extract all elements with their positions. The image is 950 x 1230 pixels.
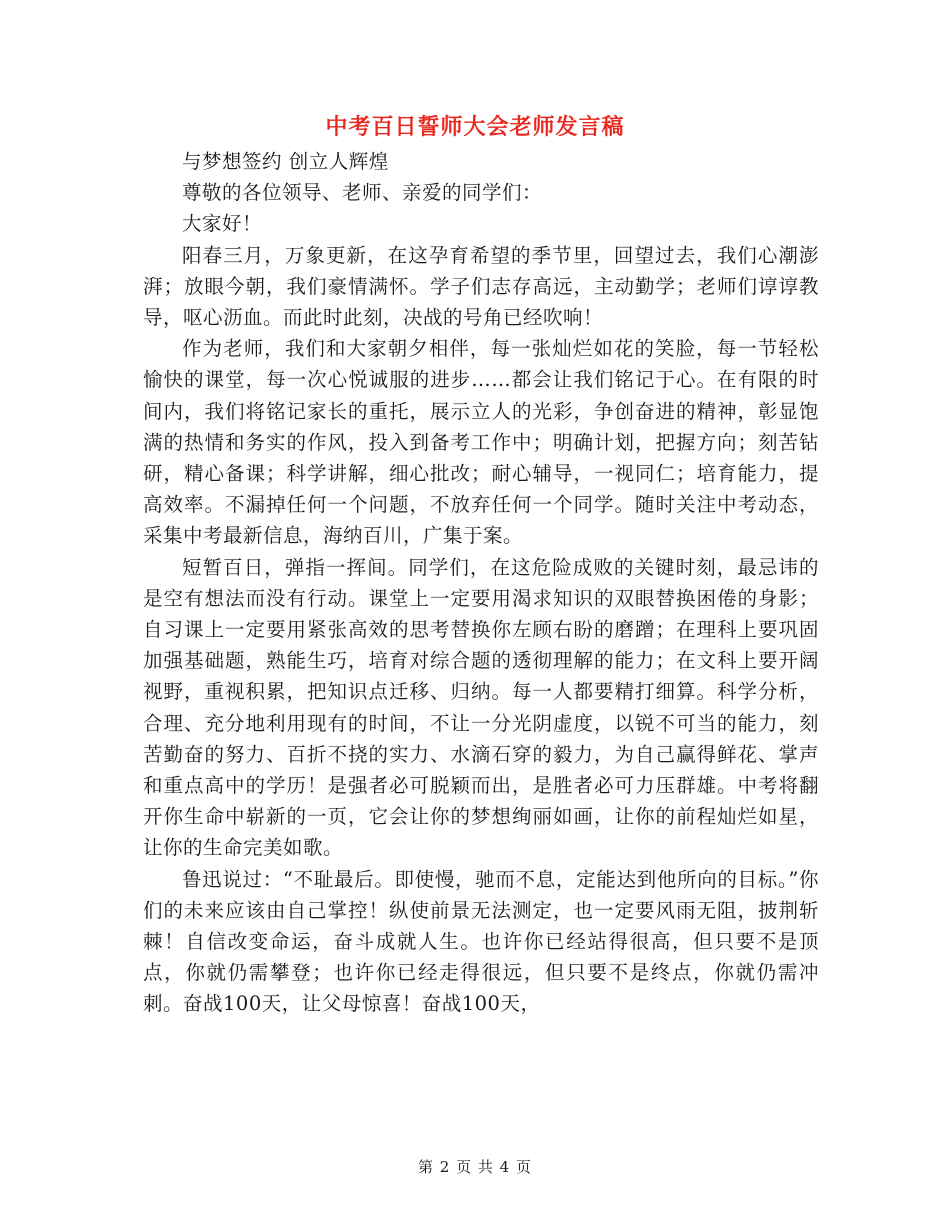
page-number-footer: 第 2 页 共 4 页 — [418, 1158, 532, 1176]
body-paragraph: 短暂百日，弹指一挥间。同学们，在这危险成败的关键时刻，最忌讳的是空有想法而没有行动。课堂上一定要用渴求知识的双眼替换困倦的身影；自习课上一定要用紧张高效的思考替换你左顾右盼的磨蹭；在理科上要巩固加强基础题，熟能生巧，培育对综合题的透彻理解的能力；在文科上要开阔视野，重视积累，把知识点迁移、归纳。每一人都要精打细算。科学分析，合理、充分地利用现有的时间，不让一分光阴虚度，以锐不可当的能力，刻苦勤奋的努力、百折不挠的实力、水滴石穿的毅力，为自己赢得鲜花、掌声和重点高中的学历！是强者必可脱颖而出，是胜者必可力压群雄。中考将翻开你生命中崭新的一页，它会让你的梦想绚丽如画，让你的前程灿烂如星，让你的生命完美如歌。 — [143, 555, 819, 860]
document-title: 中考百日誓师大会老师发言稿 — [325, 114, 625, 140]
greeting-paragraph: 大家好！ — [182, 212, 263, 236]
document-body — [143, 146, 819, 1020]
body-paragraph: 阳春三月，万象更新，在这孕育希望的季节里，回望过去，我们心潮澎湃；放眼今朝，我们豪情满怀。学子们志存高远，主动勤学；老师们谆谆教导，呕心沥血。而此时此刻，决战的号角已经吹响！ — [143, 243, 819, 330]
salutation-paragraph: 尊敬的各位领导、老师、亲爱的同学们： — [182, 181, 543, 205]
body-paragraph: 作为老师，我们和大家朝夕相伴，每一张灿烂如花的笑脸，每一节轻松愉快的课堂，每一次心悦诚服的进步……都会让我们铭记于心。在有限的时间内，我们将铭记家长的重托，展示立人的光彩，争创奋进的精神，彰显饱满的热情和务实的作风，投入到备考工作中；明确计划，把握方向；刻苦钻研，精心备课；科学讲解，细心批改；耐心辅导，一视同仁；培育能力，提高效率。不漏掉任何一个问题，不放弃任何一个同学。随时关注中考动态，采集中考最新信息，海纳百川，广集于案。 — [143, 337, 819, 548]
subtitle-paragraph: 与梦想签约 创立人辉煌 — [182, 150, 389, 173]
body-paragraph: 鲁迅说过：“不耻最后。即使慢，驰而不息，定能达到他所向的目标。”你们的未来应该由自己掌控！纵使前景无法测定，也一定要风雨无阻，披荆斩棘！自信改变命运，奋斗成就人生。也许你已经站得很高，但只要不是顶点，你就仍需攀登；也许你已经走得很远，但只要不是终点，你就仍需冲刺。奋战100天，让父母惊喜！奋战100天， — [143, 867, 819, 1016]
